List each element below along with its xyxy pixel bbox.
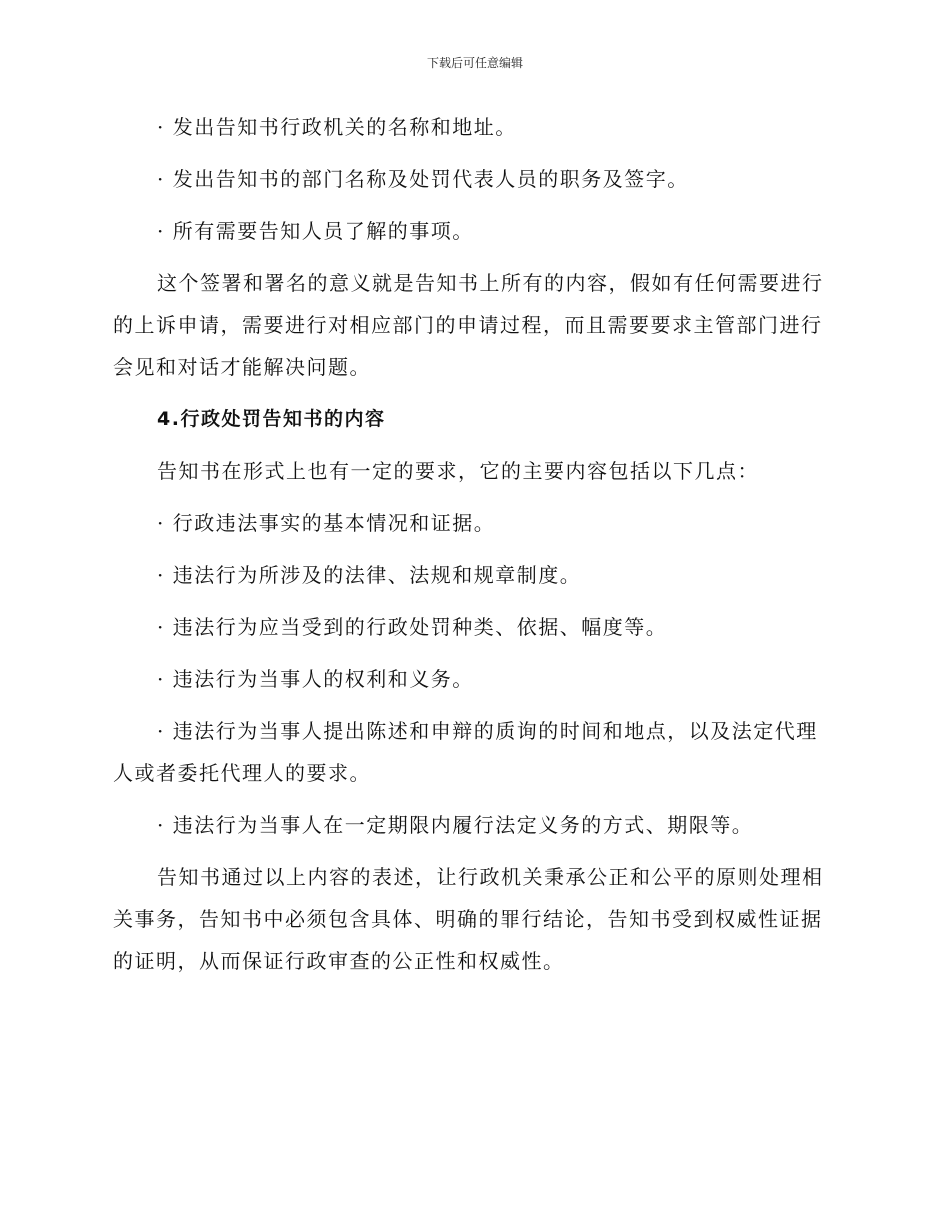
paragraph-line: 关事务，告知书中必须包含具体、明确的罪行结论，告知书受到权威性证据: [113, 907, 823, 931]
paragraph-line: 告知书在形式上也有一定的要求，它的主要内容包括以下几点：: [157, 459, 759, 483]
bullet-item: · 违法行为应当受到的行政处罚种类、依据、幅度等。: [157, 615, 668, 639]
bullet-item: · 违法行为当事人在一定期限内履行法定义务的方式、期限等。: [157, 813, 754, 837]
paragraph-line: 告知书通过以上内容的表述，让行政机关秉承公正和公平的原则处理相: [157, 865, 824, 889]
paragraph-line: 的上诉申请，需要进行对相应部门的申请过程，而且需要要求主管部门进行: [113, 313, 823, 337]
bullet-item: · 违法行为当事人的权利和义务。: [157, 667, 474, 691]
page-header: 下载后可任意编辑: [426, 56, 523, 70]
bullet-item: · 违法行为所涉及的法律、法规和规章制度。: [157, 563, 582, 587]
bullet-item-continuation: 人或者委托代理人的要求。: [113, 761, 371, 785]
paragraph-line: 的证明，从而保证行政审查的公正性和权威性。: [113, 949, 565, 973]
bullet-item: · 行政违法事实的基本情况和证据。: [157, 511, 496, 535]
document-body: [113, 106, 833, 982]
bullet-item: · 所有需要告知人员了解的事项。: [157, 219, 474, 243]
bullet-item: · 违法行为当事人提出陈述和申辩的质询的时间和地点，以及法定代理: [157, 719, 818, 743]
bullet-item: · 发出告知书行政机关的名称和地址。: [157, 115, 517, 139]
bullet-item: · 发出告知书的部门名称及处罚代表人员的职务及签字。: [157, 167, 689, 191]
paragraph-line: 这个签署和署名的意义就是告知书上所有的内容，假如有任何需要进行: [157, 271, 824, 295]
paragraph-line: 会见和对话才能解决问题。: [113, 355, 371, 379]
section-heading: 4.行政处罚告知书的内容: [157, 408, 386, 430]
